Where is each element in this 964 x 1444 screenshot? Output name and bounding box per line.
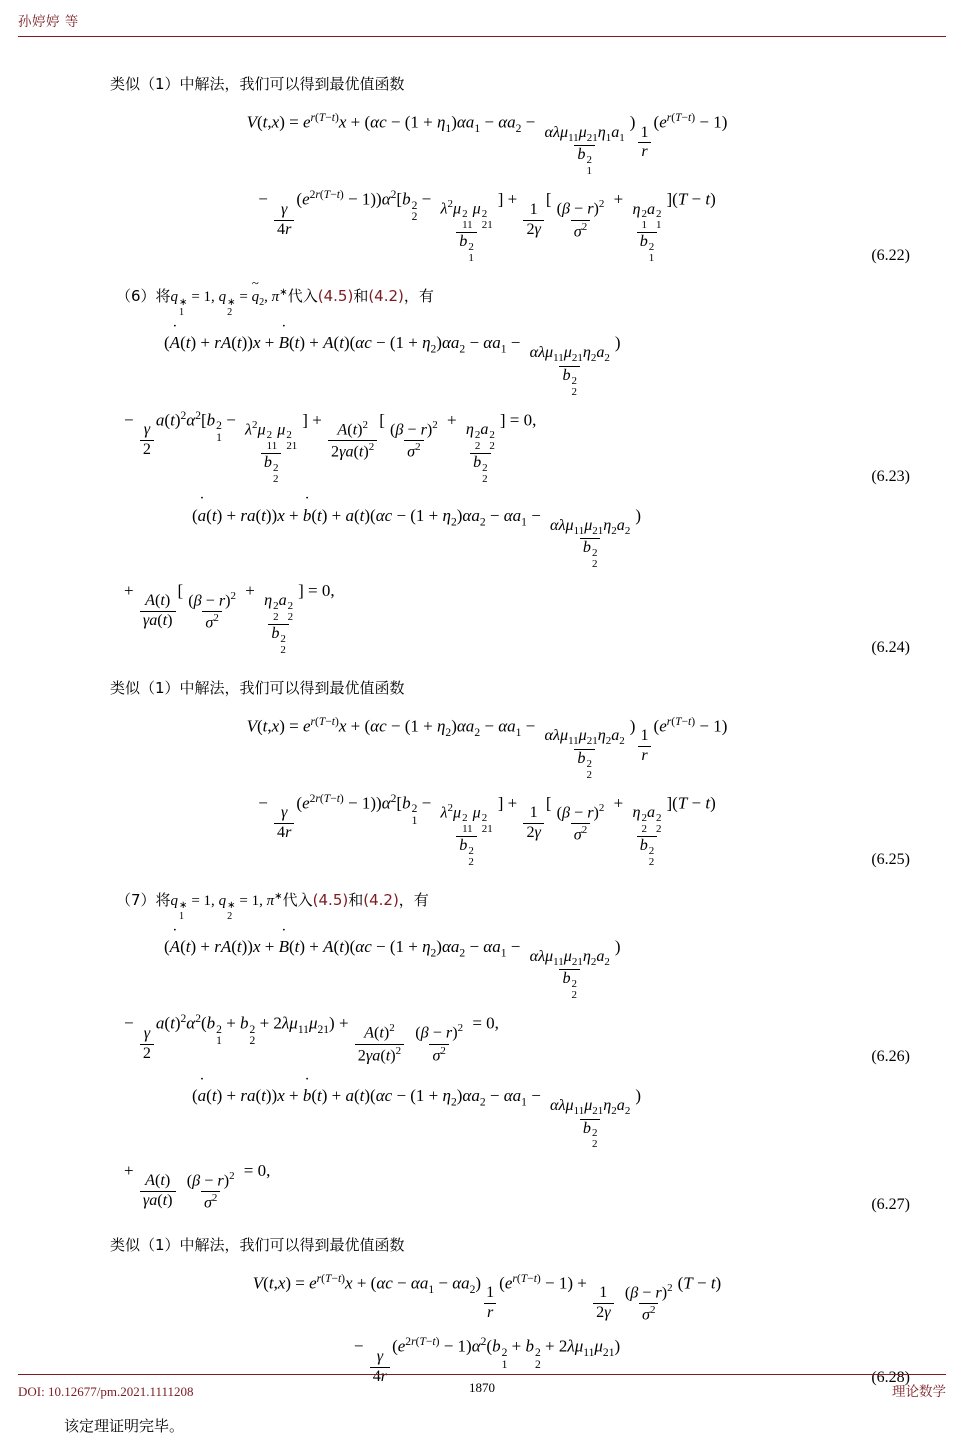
equation-6-27-number: (6.27) (871, 1195, 910, 1213)
header-author: 孙婷婷 等 (18, 14, 79, 30)
footer-divider (18, 1374, 946, 1375)
case-7-prefix: （7）将 (116, 890, 171, 909)
equation-6-25-line-2 (64, 787, 910, 874)
equation-6-22-line-1-math: $V(t,x) = e^{r(T-t)}x + (\alpha c - (1 + \eta_1)\alpha a_1 - \alpha a_2$ − $\alpha\lambda\mu_{11}\mu_{21}\eta_1a_1$ b 2 1 ) $\frac{1}{r}$ $(e^{r(T-t)} - 1)$ (246, 111, 728, 178)
paragraph-similar-solution-1: 类似（1）中解法，我们可以得到最优值函数 (110, 75, 405, 93)
case-7-ref-42[interactable]: (4.2) (363, 890, 399, 909)
equation-6-26-line-2 (64, 1007, 910, 1071)
equation-6-22-line-1 (64, 106, 910, 183)
equation-6-26-line-1 (64, 932, 910, 1007)
equation-6-25-line-2-math: − $\frac{\gamma}{4r}$ $(e^{2r(T-t)} - 1))\alpha^2[b$ 2 1 − $\lambda^2\mu$ 2 11 μ 2 21 b 2 2 ] + $\frac{1}{2\gamma}$ [ $\frac{(\beta - r)^2}{\sigma^2}$ + η 2 2 a 2 2 b 2 2 ](T − t) (258, 791, 716, 868)
header-divider (18, 36, 946, 37)
equation-6-24-line-1 (64, 501, 910, 576)
case-6-and: 和 (353, 287, 369, 306)
paragraph-similar-solution-3: 类似（1）中解法，我们可以得到最优值函数 (110, 1235, 405, 1254)
case-7-and: 和 (348, 890, 364, 909)
paragraph-case-6 (116, 284, 910, 318)
equation-6-27-line-1-math: (˙ a(t) + ra(t))x + ˙ $b(t) + a(t)(\alpha c - (1 + \eta_2)\alpha a_2 - \alpha a_1$ − $\alpha\lambda\mu_{11}\mu_{21}\eta_2a_2$ b 2 2 ) (192, 1087, 641, 1150)
equation-6-27 (64, 1081, 910, 1219)
case-6-suffix: ，有 (403, 287, 434, 306)
paragraph-case-7 (116, 888, 910, 922)
equation-6-26-line-2-math: − $\frac{\gamma}{2}$ $a(t)^2\alpha^2(b$ 2 1 + b 2 2 + $2\lambda\mu_{11}\mu_{21}$) + $\frac{A(t)^2}{2\gamma a(t)^2}$ $\frac{(\beta - r)^2}{\sigma^2}$ = 0, (124, 1012, 499, 1065)
equation-6-28-line-2-math: − $\frac{\gamma}{4r}$ $(e^{2r(T-t)} - 1)\alpha^2(b$ 2 1 + b 2 2 + $2\lambda\mu_{11}\mu_{21}$) (353, 1335, 621, 1385)
article-body (64, 58, 910, 1444)
case-7-mid: 代入 (282, 890, 313, 909)
case-6-prefix: （6）将 (116, 287, 171, 306)
case-6-math: q ∗ 1 = 1, q ∗ 2 = ~ $q_2$, π∗ (171, 289, 288, 305)
equation-6-25 (64, 710, 910, 874)
equation-6-27-line-1 (64, 1081, 910, 1156)
case-7-math: q ∗ 1 = 1, q ∗ 2 = 1, π∗ (170, 890, 283, 922)
equation-6-28-number: (6.28) (871, 1368, 910, 1386)
equation-6-25-line-1 (64, 710, 910, 787)
equation-6-25-number: (6.25) (871, 850, 910, 868)
case-7-suffix: ，有 (398, 890, 429, 909)
case-6-ref-42[interactable]: (4.2) (368, 287, 404, 306)
equation-6-23 (64, 328, 910, 491)
footer-doi[interactable]: DOI: 10.12677/pm.2021.1111208 (18, 1384, 194, 1399)
equation-6-27-line-2-math: + $\frac{A(t)}{\gamma a(t)}$ $\frac{(\beta - r)^2}{\sigma^2}$ = 0, (124, 1161, 271, 1212)
equation-6-23-line-1-math: (˙ A(t) + rA(t))x + ˙ $B(t) + A(t)(\alpha c - (1 + \eta_2)\alpha a_2 - \alpha a_1$ − $\alpha\lambda\mu_{11}\mu_{21}\eta_2a_2$ b 2 2 ) (164, 334, 621, 397)
paragraph-proof-complete: 该定理证明完毕。 (64, 1416, 185, 1435)
equation-6-23-line-2-math: − $\frac{\gamma}{2}$ $a(t)^2\alpha^2[b$ 2 1 − $\lambda^2\mu$ 2 11 μ 2 21 b 2 2 ] + $\frac{A(t)^2}{2\gamma a(t)^2}$ [ $\frac{(\beta - r)^2}{\sigma^2}$ + η 2 2 a 2 2 b 2 2 ] = 0, (124, 408, 537, 485)
case-6-mid: 代入 (287, 287, 318, 306)
equation-6-24-line-2-math: + $\frac{A(t)}{\gamma a(t)}$ [ $\frac{(\beta - r)^2}{\sigma^2}$ + η 2 2 a 2 2 b 2 2 ] = 0, (124, 581, 335, 656)
case-7-ref-45[interactable]: (4.5) (312, 890, 349, 909)
equation-6-26 (64, 932, 910, 1071)
equation-6-24-line-2 (64, 576, 910, 661)
equation-6-24-line-1-math: (˙ a(t) + ra(t))x + ˙ $b(t) + a(t)(\alpha c - (1 + \eta_2)\alpha a_2 - \alpha a_1$ − $\alpha\lambda\mu_{11}\mu_{21}\eta_2a_2$ b 2 2 ) (192, 507, 641, 570)
equation-6-23-number: (6.23) (871, 467, 910, 485)
running-head (18, 10, 946, 40)
page-footer (18, 1374, 946, 1400)
equation-6-26-line-1-math: (˙ A(t) + rA(t))x + ˙ $B(t) + A(t)(\alpha c - (1 + \eta_2)\alpha a_2 - \alpha a_1$ − $\alpha\lambda\mu_{11}\mu_{21}\eta_2a_2$ b 2 2 ) (164, 938, 621, 1001)
equation-6-22-line-2-math: − $\frac{\gamma}{4r}$ $(e^{2r(T-t)} - 1))\alpha^2[b$ 2 2 − $\lambda^2\mu$ 2 11 μ 2 21 b 2 1 ] + $\frac{1}{2\gamma}$ [ $\frac{(\beta - r)^2}{\sigma^2}$ + η 2 1 a 2 1 b 2 1 ](T − t) (258, 188, 716, 265)
case-6-ref-45[interactable]: (4.5) (317, 287, 354, 306)
equation-6-28-line-1 (64, 1267, 910, 1331)
equation-6-22-line-2 (64, 183, 910, 270)
equation-6-23-line-1 (64, 328, 910, 403)
equation-6-23-line-2 (64, 404, 910, 491)
equation-6-22-number: (6.22) (871, 247, 910, 265)
paragraph-similar-solution-2: 类似（1）中解法，我们可以得到最优值函数 (110, 678, 405, 697)
equation-6-26-number: (6.26) (871, 1048, 910, 1066)
equation-6-24 (64, 501, 910, 662)
equation-6-27-line-2 (64, 1156, 910, 1218)
footer-journal-name: 理论数学 (892, 1384, 946, 1400)
equation-6-24-number: (6.24) (871, 638, 910, 656)
footer-page-number: 1870 (469, 1380, 495, 1395)
equation-6-22 (64, 106, 910, 270)
equation-6-28-line-1-math: $V(t,x) = e^{r(T-t)}x + (\alpha c - \alpha a_1 - \alpha a_2)$ $\frac{1}{r}$ $(e^{r(T-t)} - 1)$ + $\frac{1}{2\gamma}$ $\frac{(\beta - r)^2}{\sigma^2}$ (T − t) (252, 1271, 722, 1324)
equation-6-25-line-1-math: $V(t,x) = e^{r(T-t)}x + (\alpha c - (1 + \eta_2)\alpha a_2 - \alpha a_1$ − $\alpha\lambda\mu_{11}\mu_{21}\eta_2a_2$ b 2 2 ) $\frac{1}{r}$ $(e^{r(T-t)} - 1)$ (246, 714, 728, 781)
